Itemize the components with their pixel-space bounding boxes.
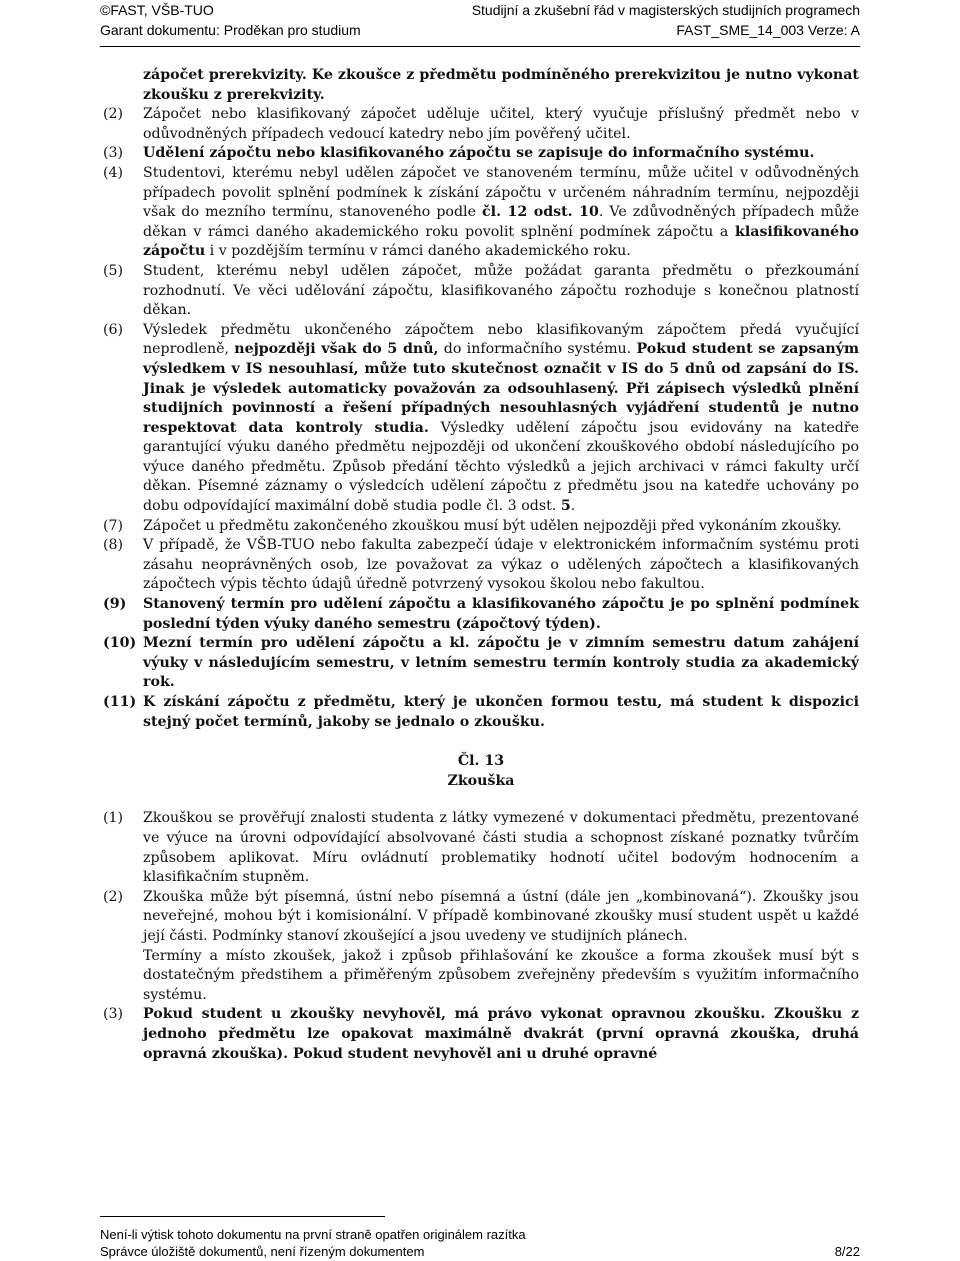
footer-administrator-note: Správce úložiště dokumentů, není řízeným dokumentem bbox=[100, 1244, 425, 1259]
paragraph-number: (2) bbox=[103, 106, 124, 123]
paragraph-text: Stanovený termín pro udělení zápočtu a klasifikovaného zápočtu je po splnění podmínek poslední týden výuky daného semestru (zápočtový týden). bbox=[143, 596, 859, 632]
header-copyright: ©FAST, VŠB-TUO bbox=[100, 2, 214, 18]
paragraph-continuation: Termíny a místo zkoušek, jakož i způsob přihlašování ke zkoušce a forma zkoušek musí být s dostatečným předstihem a přiměřeným způsobem zveřejněny především s využitím informačního systému. bbox=[143, 947, 859, 1003]
header-document-code: FAST_SME_14_003 Verze: A bbox=[676, 22, 860, 38]
paragraph-text: Pokud student u zkoušky nevyhověl, má právo vykonat opravnou zkoušku. Zkoušku z jednoho předmětu lze opakovat maximálně dvakrát (první opravná zkouška, druhá opravná zkouška). Pokud student nevyhověl ani u druhé opravné bbox=[143, 1006, 859, 1062]
paragraph-continuation: zápočet prerekvizity. Ke zkoušce z předmětu podmíněného prerekvizitou je nutno vykonat zkoušku z prerekvizity. bbox=[143, 67, 859, 103]
paragraph-text: Studentovi, kterému nebyl udělen zápočet ve stanoveném termínu, může učitel v odůvodněných případech povolit splnění podmínek k získání zápočtu v určeném náhradním termínu, nejpozději však do mezního termínu, stanoveného podle čl. 12 odst. 10. Ve zdůvodněných případech může děkan v rámci daného akademického roku povolit splnění podmínek zápočtu a klasifikovaného zápočtu i v pozdějším termínu v rámci daného akademického roku. bbox=[143, 164, 859, 260]
paragraph-text: Udělení zápočtu nebo klasifikovaného zápočtu se zapisuje do informačního systému. bbox=[143, 145, 815, 162]
page-number: 8/22 bbox=[834, 1244, 860, 1259]
article-title: Zkouška bbox=[447, 772, 515, 789]
paragraph-10 bbox=[103, 634, 859, 693]
paragraph-text: K získání zápočtu z předmětu, který je ukončen formou testu, má student k dispozici stejný počet termínů, jakoby se jednalo o zkoušku. bbox=[143, 694, 859, 730]
article-13-paragraph-2 bbox=[103, 888, 859, 947]
page-footer bbox=[100, 1244, 860, 1259]
paragraph-number: (3) bbox=[103, 1006, 124, 1023]
paragraph-5 bbox=[103, 262, 859, 321]
paragraph-9 bbox=[103, 595, 859, 634]
paragraph-text: Student, kterému nebyl udělen zápočet, může požádat garanta předmětu o přezkoumání rozhodnutí. Ve věci udělování zápočtu, klasifikovaného zápočtu rozhoduje s konečnou platností děkan. bbox=[143, 262, 859, 319]
paragraph-number: (2) bbox=[103, 888, 124, 905]
footer-notice: Není-li výtisk tohoto dokumentu na první straně opatřen originálem razítka bbox=[100, 1227, 526, 1242]
paragraph-3 bbox=[103, 144, 859, 164]
header-divider bbox=[100, 46, 860, 47]
paragraph-text: Výsledek předmětu ukončeného zápočtem nebo klasifikovaným zápočtem předá vyučující neprodleně, nejpozději však do 5 dnů, do informačního systému. Pokud student se zapsaným výsledkem v IS nesouhlasí, může tuto skutečnost označit v IS do 5 dnů od zapsání do IS. Jinak je výsledek automaticky považován za odsouhlasený. Při zápisech výsledků plnění studijních povinností a řešení případných nesouhlasných vyjádření studentů je nutno respektovat data kontroly studia. Výsledky udělení zápočtu jsou evidovány na katedře garantující výuku daného předmětu nejpozději od ukončení zkouškového období následujícího po výuce daného předmětu. Způsob předání těchto výsledků a jejich archivaci v rámci fakulty určí děkan. Písemné záznamy o výsledcích udělení zápočtu z předmětu jsou na katedře uchovány po dobu odpovídající maximální době studia podle čl. 3 odst. 5. bbox=[143, 321, 859, 515]
paragraph-text: Zkouškou se prověřují znalosti studenta z látky vymezené v dokumentaci předmětu, prezentované ve výuce na úrovni odpovídající absolvované části studia a schopnost získané poznatky tvůrčím způsobem aplikovat. Míru ovládnutí problematiky hodnotí učitel bodovým hodnocením a klasifikačním stupněm. bbox=[143, 810, 859, 886]
header-guarantor: Garant dokumentu: Proděkan pro studium bbox=[100, 22, 361, 38]
paragraph-8 bbox=[103, 536, 859, 595]
spacer bbox=[103, 791, 859, 809]
paragraph-number: (6) bbox=[103, 321, 124, 338]
paragraph-7 bbox=[103, 517, 859, 537]
paragraph-text: V případě, že VŠB-TUO nebo fakulta zabezpečí údaje v elektronickém informačním systému proti zásahu neoprávněných osob, lze považovat za výkaz o udělených zápočtech a klasifikovaných zápočtech výpis těchto údajů úředně potvrzený vysokou školou nebo fakultou. bbox=[143, 537, 859, 593]
document-body bbox=[103, 66, 859, 1064]
article-13-paragraph-3 bbox=[103, 1005, 859, 1064]
paragraph-text: Zkouška může být písemná, ústní nebo písemná a ústní (dále jen „kombinovaná“). Zkoušky jsou neveřejné, mohou být i komisionální. V případě kombinované zkoušky musí student uspět u každé její části. Podmínky stanoví zkoušející a jsou uvedeny ve studijních plánech. bbox=[143, 888, 859, 944]
paragraph-number: (10) bbox=[103, 635, 137, 652]
paragraph-11 bbox=[103, 693, 859, 732]
article-13-paragraph-1 bbox=[103, 809, 859, 887]
paragraph-number: (4) bbox=[103, 164, 124, 181]
paragraph-2 bbox=[103, 105, 859, 144]
paragraph-number: (3) bbox=[103, 145, 124, 162]
paragraph-number: (11) bbox=[103, 694, 137, 710]
paragraph-6 bbox=[103, 321, 859, 517]
paragraph-text: Zápočet nebo klasifikovaný zápočet uděluje učitel, který vyučuje příslušný předmět nebo v odůvodněných případech vedoucí katedry nebo jím pověřený učitel. bbox=[143, 106, 859, 142]
paragraph-text: Mezní termín pro udělení zápočtu a kl. zápočtu je v zimním semestru datum zahájení výuky v následujícím semestru, v letním semestru termín kontroly studia za akademický rok. bbox=[143, 635, 859, 691]
paragraph-4 bbox=[103, 164, 859, 262]
paragraph-text: Zápočet u předmětu zakončeného zkouškou musí být udělen nejpozději před vykonáním zkoušky. bbox=[143, 517, 842, 534]
paragraph-number: (9) bbox=[103, 596, 127, 613]
paragraph-number: (5) bbox=[103, 262, 124, 279]
paragraph-number: (1) bbox=[103, 810, 124, 827]
header-document-title: Studijní a zkušební řád v magisterských studijních programech bbox=[471, 2, 860, 18]
page-header bbox=[100, 0, 860, 40]
paragraph-number: (7) bbox=[103, 517, 124, 534]
footer-divider bbox=[100, 1216, 385, 1217]
paragraph-number: (8) bbox=[103, 537, 124, 554]
spacer bbox=[103, 732, 859, 752]
article-number: Čl. 13 bbox=[457, 753, 505, 770]
